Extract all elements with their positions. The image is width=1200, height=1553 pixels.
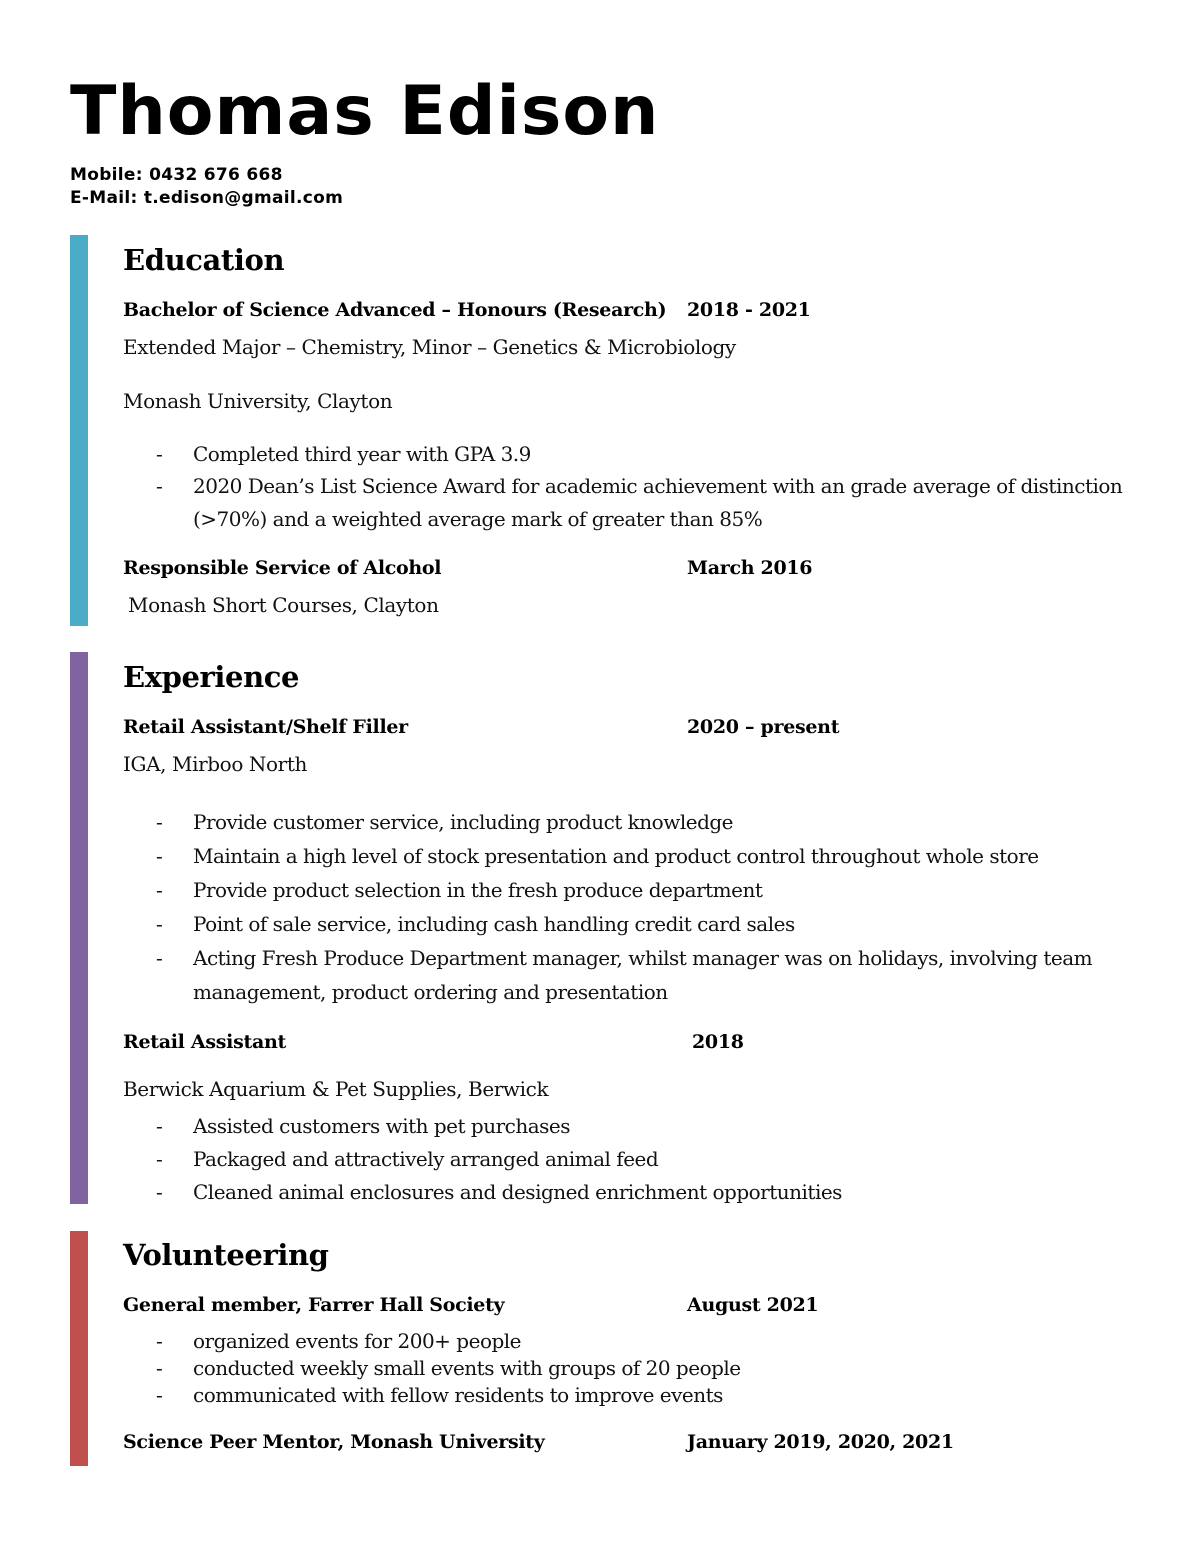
- degree-entry: [123, 297, 1123, 536]
- email-address: E-Mail: t.edison@gmail.com: [70, 188, 344, 208]
- duties-list: [123, 805, 1123, 1009]
- duties-list: [123, 1110, 1123, 1209]
- experience-section: [123, 659, 1123, 1209]
- section-title: Volunteering: [123, 1238, 329, 1272]
- major-line: Extended Major – Chemistry, Minor – Genetics & Microbiology: [123, 335, 736, 359]
- list-item: - Maintain a high level of stock presentation and product control throughout whole store: [123, 839, 1123, 873]
- education-section: [123, 242, 1123, 618]
- education-accent-bar: [70, 235, 88, 626]
- job-entry: [123, 714, 1123, 1009]
- entry-heading: [123, 1029, 1123, 1055]
- list-item: - 2020 Dean’s List Science Award for academic achievement with an grade average of distinction (>70%) and a weighted average mark of greater than 85%: [123, 470, 1123, 536]
- list-item: - Assisted customers with pet purchases: [123, 1110, 1123, 1143]
- job-entry: [123, 1029, 1123, 1209]
- list-item: - conducted weekly small events with groups of 20 people: [123, 1355, 1123, 1382]
- volunteering-accent-bar: [70, 1231, 88, 1466]
- entry-heading: [123, 714, 1123, 740]
- entry-date: 2018 - 2021: [687, 299, 811, 321]
- entry-date: 2020 – present: [687, 716, 840, 738]
- volunteer-entry: [123, 1429, 1123, 1455]
- job-title: Retail Assistant/Shelf Filler: [123, 716, 408, 738]
- list-item: - Completed third year with GPA 3.9: [123, 441, 1123, 467]
- mobile-number: Mobile: 0432 676 668: [70, 165, 283, 185]
- employer-line: Berwick Aquarium & Pet Supplies, Berwick: [123, 1077, 549, 1101]
- list-item: - organized events for 200+ people: [123, 1328, 1123, 1355]
- degree-title: Bachelor of Science Advanced – Honours (Research): [123, 299, 667, 321]
- list-item: - Provide customer service, including product knowledge: [123, 805, 1123, 839]
- course-title: Responsible Service of Alcohol: [123, 557, 442, 579]
- list-item: - Point of sale service, including cash handling credit card sales: [123, 907, 1123, 941]
- list-item: - Cleaned animal enclosures and designed enrichment opportunities: [123, 1176, 1123, 1209]
- institution-line: Monash University, Clayton: [123, 389, 393, 413]
- rsa-entry: [123, 555, 1123, 618]
- activity-list: [123, 1328, 1123, 1409]
- institution-line: Monash Short Courses, Clayton: [128, 593, 439, 617]
- list-item: - Provide product selection in the fresh produce department: [123, 873, 1123, 907]
- job-title: Retail Assistant: [123, 1031, 286, 1053]
- employer-line: IGA, Mirboo North: [123, 752, 307, 776]
- entry-heading: [123, 1292, 1123, 1318]
- resume-name: Thomas Edison: [70, 72, 660, 151]
- achievement-list: [123, 441, 1123, 536]
- role-title: Science Peer Mentor, Monash University: [123, 1431, 545, 1453]
- entry-heading: [123, 1429, 1123, 1455]
- entry-heading: [123, 555, 1123, 581]
- entry-date: January 2019, 2020, 2021: [687, 1431, 954, 1453]
- section-title: Experience: [123, 660, 300, 694]
- section-title: Education: [123, 243, 285, 277]
- experience-accent-bar: [70, 652, 88, 1204]
- list-item: - communicated with fellow residents to improve events: [123, 1382, 1123, 1409]
- volunteering-section: [123, 1237, 1123, 1455]
- list-item: - Packaged and attractively arranged animal feed: [123, 1143, 1123, 1176]
- entry-date: 2018: [692, 1031, 744, 1053]
- volunteer-entry: [123, 1292, 1123, 1409]
- entry-date: March 2016: [687, 557, 813, 579]
- contact-block: [70, 164, 343, 210]
- entry-date: August 2021: [687, 1294, 819, 1316]
- list-item: - Acting Fresh Produce Department manager, whilst manager was on holidays, involving team management, product ordering and presentation: [123, 941, 1123, 1009]
- role-title: General member, Farrer Hall Society: [123, 1294, 505, 1316]
- entry-heading: [123, 297, 1123, 323]
